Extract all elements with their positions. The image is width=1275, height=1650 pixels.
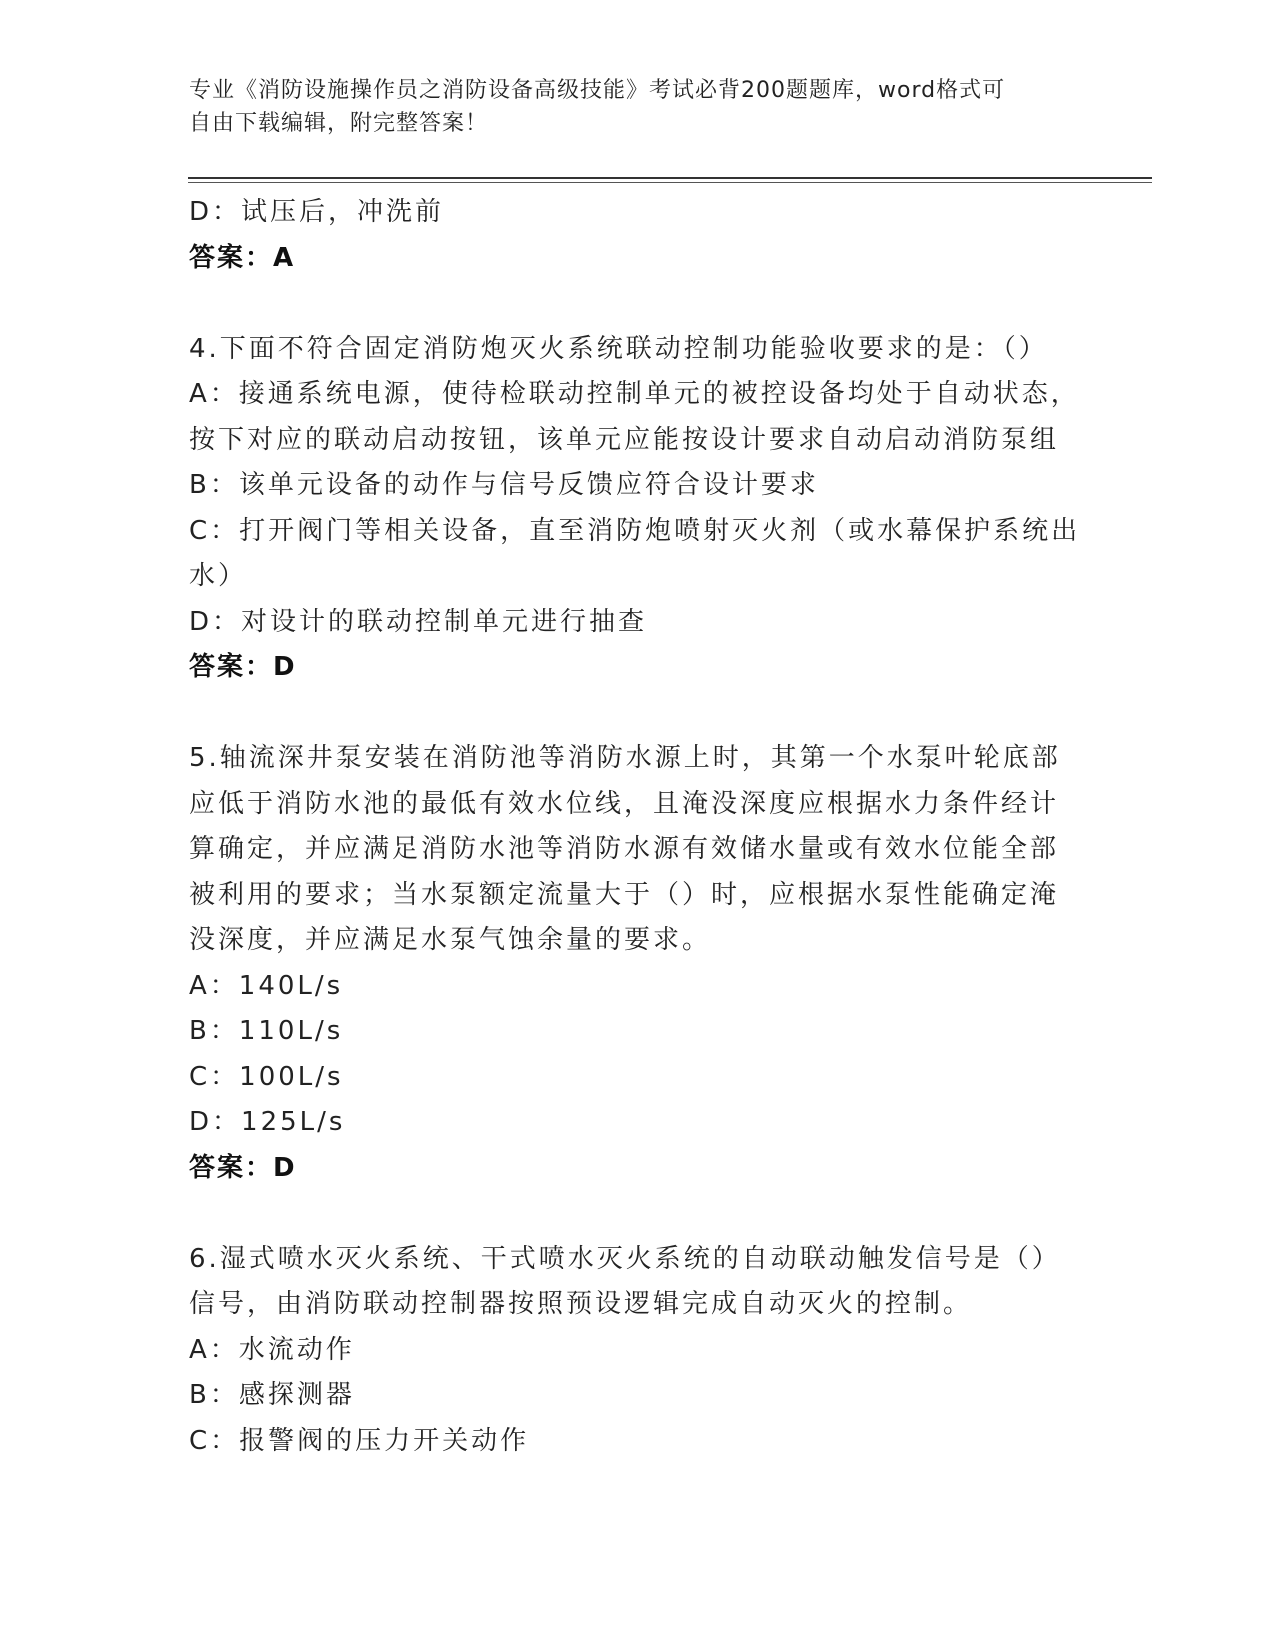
option-a: A：140L/s [189, 970, 344, 1001]
page-header [189, 74, 1089, 140]
option-c-line-1: C：打开阀门等相关设备，直至消防炮喷射灭火剂（或水幕保护系统出 [189, 515, 1081, 546]
question-stem-line: 5.轴流深井泵安装在消防池等消防水源上时，其第一个水泵叶轮底部 [189, 743, 1061, 773]
previous-question-tail [189, 190, 1089, 281]
option-d: D：对设计的联动控制单元进行抽查 [189, 606, 648, 637]
answer-line: 答案：D [189, 652, 297, 682]
option-b: B：感探测器 [189, 1380, 355, 1410]
option-c-line-2: 水） [189, 561, 248, 591]
question-5 [189, 736, 1089, 1191]
option-c: C：报警阀的压力开关动作 [189, 1425, 530, 1456]
option-d: D：125L/s [189, 1107, 346, 1137]
option-a-line-2: 按下对应的联动启动按钮，该单元应能按设计要求自动启动消防泵组 [189, 424, 1060, 455]
question-stem-line: 算确定，并应满足消防水池等消防水源有效储水量或有效水位能全部 [189, 834, 1060, 864]
option-b: B：该单元设备的动作与信号反馈应符合设计要求 [189, 470, 819, 500]
option-a-line-1: A：接通系统电源，使待检联动控制单元的被控设备均处于自动状态， [189, 379, 1080, 409]
answer-line: 答案：D [189, 1152, 297, 1183]
header-title-line-2: 自由下载编辑，附完整答案！ [189, 111, 489, 136]
question-stem-line: 4.下面不符合固定消防炮灭火系统联动控制功能验收要求的是：（） [189, 333, 1048, 364]
spacer [189, 281, 1089, 327]
question-stem-line: 没深度，并应满足水泵气蚀余量的要求。 [189, 925, 712, 955]
header-divider-thick [188, 177, 1152, 179]
question-stem-line: 被利用的要求；当水泵额定流量大于（）时，应根据水泵性能确定淹 [189, 879, 1060, 910]
option-a: A：水流动作 [189, 1334, 355, 1365]
answer-line: 答案：A [189, 242, 296, 273]
option-b: B：110L/s [189, 1016, 344, 1046]
header-title-line-1: 专业《消防设施操作员之消防设备高级技能》考试必背200题题库，word格式可 [189, 78, 1006, 103]
option-d: D：试压后，冲洗前 [189, 197, 445, 227]
spacer [189, 1191, 1089, 1237]
spacer [189, 691, 1089, 737]
option-c: C：100L/s [189, 1061, 344, 1092]
question-stem-line: 应低于消防水池的最低有效水位线，且淹没深度应根据水力条件经计 [189, 788, 1060, 819]
question-stem-line: 6.湿式喷水灭火系统、干式喷水灭火系统的自动联动触发信号是（） [189, 1243, 1061, 1274]
question-list [189, 190, 1089, 1464]
question-6 [189, 1237, 1089, 1465]
question-4 [189, 327, 1089, 691]
header-divider-thin [188, 182, 1152, 183]
question-stem-line: 信号，由消防联动控制器按照预设逻辑完成自动灭火的控制。 [189, 1289, 973, 1319]
